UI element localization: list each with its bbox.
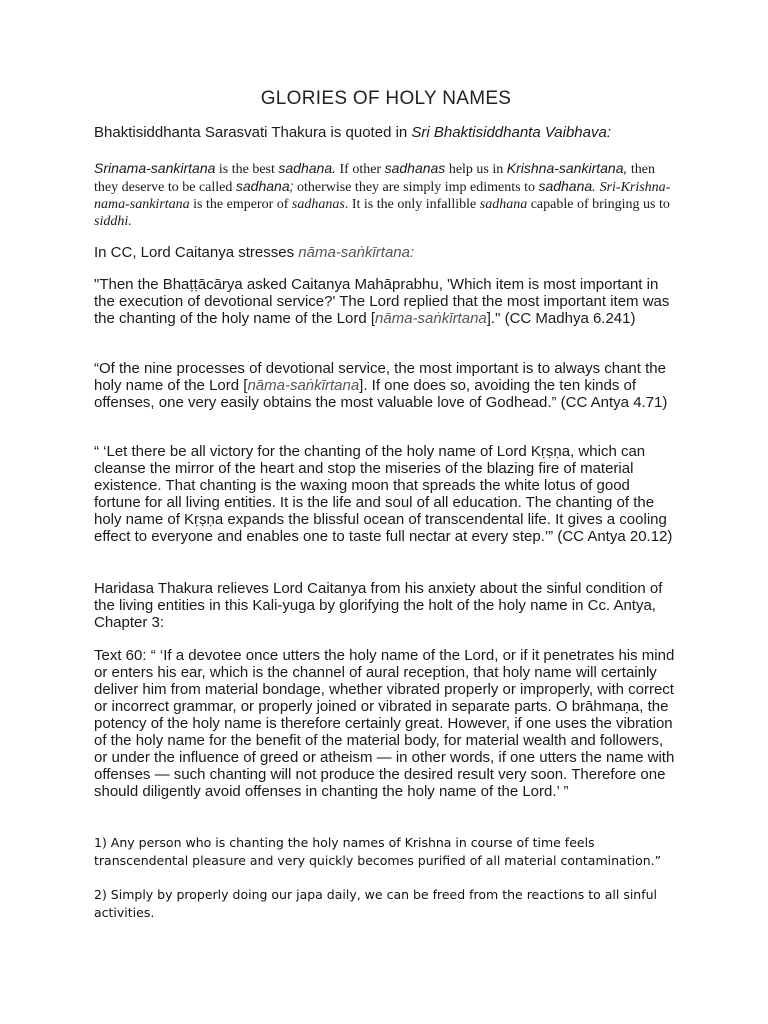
srinama-term: siddhi. bbox=[94, 214, 132, 229]
srinama-text: then they deserve to be called bbox=[94, 162, 655, 195]
srinama-term: sadhanas bbox=[384, 160, 446, 176]
srinama-term: sadhana; bbox=[235, 178, 294, 194]
quote-text: ]. If one does so, avoiding the ten kinds of offenses, one very easily obtains the most valuable love of Godhead.” (CC Antya 4.71) bbox=[94, 377, 668, 411]
srinama-term: sadhana. bbox=[538, 178, 597, 194]
srinama-text: . It is the only infallible bbox=[344, 197, 480, 212]
srinama-term: sadhana bbox=[479, 197, 528, 212]
quote-antya-20-12: “ ‘Let there be all victory for the chanting of the holy name of Lord Kṛṣṇa, which can cleanse the mirror of the heart and stop the miseries of the blazing fire of material existence. That chanting is the waxing moon that spreads the white lotus of good fortune for all living entities. It is the life and soul of all education. The chanting of the holy name of Kṛṣṇa expands the blissful ocean of transcendental life. It gives a cooling effect to everyone and enables one to taste full nectar at every step.’” (CC Antya 20.12) bbox=[94, 443, 673, 545]
intro-paragraph bbox=[94, 124, 678, 141]
srinama-text: otherwise they are simply imp ediments to bbox=[293, 180, 539, 195]
quote-text: “Of the nine processes of devotional service, the most important is to always chant the holy name of the Lord [ bbox=[94, 360, 666, 394]
srinama-text: is the emperor of bbox=[189, 197, 292, 212]
cc-text: In CC, Lord Caitanya stresses bbox=[94, 244, 299, 261]
srinama-text: capable of bringing us to bbox=[527, 197, 670, 212]
quote-term: nāma-saṅkīrtana bbox=[247, 377, 360, 394]
intro-book-title: Sri Bhaktisiddhanta Vaibhava: bbox=[411, 124, 611, 141]
srinama-term: Sri-Krishna-nama-sankirtana bbox=[94, 180, 671, 212]
cc-term: nāma-saṅkīrtana: bbox=[298, 244, 415, 261]
page-title: GLORIES OF HOLY NAMES bbox=[260, 88, 512, 109]
srinama-term: Krishna-sankirtana, bbox=[506, 160, 628, 176]
text60-quote: Text 60: “ ‘If a devotee once utters the holy name of the Lord, or if it penetrates his mind or enters his ear, which is the channel of aural reception, that holy name will certainly deliver him from material bondage, whether vibrated properly or improperly, with correct or incorrect grammar, or properly joined or vibrated in separate parts. O brāhmaṇa, the potency of the holy name is therefore certainly great. However, if one uses the vibration of the holy name for the benefit of the material body, for material wealth and followers, or under the influence of greed or atheism — in other words, if one utters the name with offenses — such chanting will not produce the desired result very soon. Therefore one should diligently avoid offenses in chanting the holy name of the Lord.’ ” bbox=[94, 647, 675, 800]
list-item: 2) Simply by properly doing our japa daily, we can be freed from the reactions to all sinful activities. bbox=[94, 887, 658, 920]
srinama-term: Srinama-sankirtana bbox=[94, 160, 216, 176]
quote-text: "Then the Bhaṭṭācārya asked Caitanya Mahāprabhu, 'Which item is most important in the execution of devotional service?' The Lord replied that the most important item was the chanting of the holy name of the Lord [ bbox=[94, 276, 670, 327]
srinama-paragraph bbox=[94, 160, 678, 230]
list-item: 1) Any person who is chanting the holy names of Krishna in course of time feels transcendental pleasure and very quickly becomes purified of all material contamination.” bbox=[94, 835, 662, 868]
haridasa-paragraph: Haridasa Thakura relieves Lord Caitanya from his anxiety about the sinful condition of the living entities in this Kali-yuga by glorifying the holt of the holy name in Cc. Antya, Chapter 3: bbox=[94, 580, 663, 631]
srinama-term: sadhanas bbox=[291, 197, 345, 212]
srinama-text: If other bbox=[336, 162, 385, 177]
quote-antya-4-71 bbox=[94, 360, 678, 411]
quote-text: ]." (CC Madhya 6.241) bbox=[486, 310, 636, 327]
quote-madhya bbox=[94, 276, 678, 327]
intro-text: Bhaktisiddhanta Sarasvati Thakura is quoted in bbox=[94, 124, 412, 141]
srinama-term: sadhana. bbox=[278, 160, 336, 176]
srinama-text: is the best bbox=[215, 162, 279, 177]
quote-term: nāma-saṅkīrtana bbox=[375, 310, 487, 327]
cc-paragraph bbox=[94, 244, 678, 261]
srinama-text: help us in bbox=[445, 162, 507, 177]
